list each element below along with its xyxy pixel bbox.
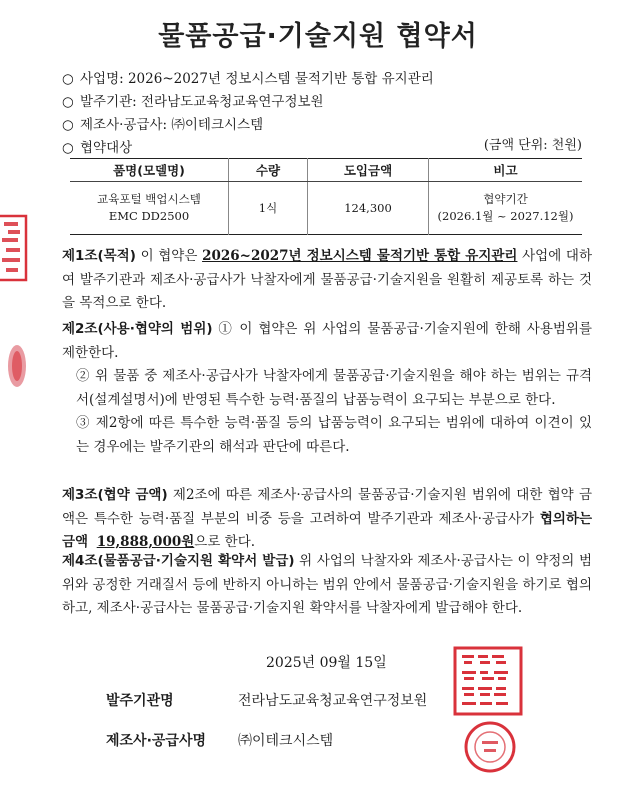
bullet-icon: ○ (62, 71, 74, 87)
col-header-amount: 도입금액 (308, 159, 429, 182)
party-supplier-label: 제조사·공급사명 (106, 733, 206, 749)
article-3-heading: 제3조(협약 금액) (62, 487, 168, 503)
bullet-icon: ○ (62, 117, 74, 133)
cell-note (429, 182, 583, 235)
document-title: 물품공급·기술지원 협약서 (158, 21, 478, 52)
project-name-underlined: 2026~2027년 정보시스템 물적기반 통합 유지관리 (202, 248, 518, 264)
col-header-note: 비고 (429, 159, 583, 182)
party-supplier (106, 730, 206, 750)
table-row (70, 182, 582, 235)
party-client-value: 전라남도교육청교육연구정보원 (238, 693, 428, 709)
cell-item-name (70, 182, 229, 235)
article-1-text: 이 협약은 (135, 248, 203, 264)
article-1-heading: 제1조(목적) (62, 248, 136, 264)
party-client (106, 690, 174, 710)
party-supplier-value: ㈜이테크시스템 (238, 733, 334, 749)
meta-project (62, 68, 434, 90)
bullet-icon: ○ (62, 94, 74, 110)
company-seal-icon (462, 719, 518, 775)
party-client-label: 발주기관명 (106, 693, 174, 709)
item-name-text: 교육포털 백업시스템 (97, 192, 201, 206)
meta-client-text: 발주기관: 전라남도교육청교육연구정보원 (80, 94, 324, 110)
article-4-text: 위 사업의 낙찰자와 제조사·공급사는 이 약정의 범위와 공정한 거래질서 등에 반하지 아니하는 범위 안에서 물품공급·기술지원을 하기로 협의하고, 제조사·공급사는 물품공급·기술지원 확약서를 낙찰자에게 발급해야 한다. (62, 553, 592, 616)
meta-target (62, 137, 132, 159)
official-seal-left-icon (0, 214, 30, 284)
article-3-text-cont: 으로 한다. (194, 534, 256, 550)
meta-client (62, 91, 324, 113)
period-text: (2026.1월 ~ 2027.12월) (437, 209, 574, 223)
table-header-row (70, 159, 582, 182)
cell-qty: 1식 (229, 182, 308, 235)
meta-project-text: 사업명: 2026~2027년 정보시스템 물적기반 통합 유지관리 (80, 71, 434, 87)
article-2-heading: 제2조(사용·협약의 범위) (62, 321, 213, 337)
signing-date: 2025년 09월 15일 (266, 655, 387, 671)
cell-amount: 124,300 (308, 182, 429, 235)
note-text: 협약기간 (483, 192, 528, 206)
article-2-para-3: ③ 제2항에 따른 특수한 능력·품질 등의 납품능력이 요구되는 범위에 대하여 이견이 있는 경우에는 발주기관의 해석과 판단에 따른다. (76, 415, 592, 455)
official-seal-icon (452, 645, 524, 717)
agreed-amount-value: 19,888,000원 (96, 534, 195, 550)
article-4-heading: 제4조(물품공급·기술지원 확약서 발급) (62, 553, 295, 569)
items-table (70, 158, 582, 235)
article-4 (62, 550, 592, 621)
article-2-para-1: ① 이 협약은 위 사업의 물품공급·기술지원에 한해 사용범위를 제한한다. (62, 321, 592, 361)
article-3 (62, 484, 592, 555)
meta-target-text: 협약대상 (80, 140, 133, 156)
meta-supplier-text: 제조사·공급사: ㈜이테크시스템 (80, 117, 264, 133)
article-2-para-2: ② 위 물품 중 제조사·공급사가 낙찰자에게 물품공급·기술지원을 해야 하는 범위는 규격서(설계설명서)에 반영된 특수한 능력·품질의 납품능력이 요구되는 부분으로 한다. (76, 368, 592, 408)
agreed-amount-label: 협의하는 금액 (62, 510, 592, 550)
meta-supplier (62, 114, 263, 136)
article-2 (62, 318, 592, 459)
col-header-qty: 수량 (229, 159, 308, 182)
unit-note: (금액 단위: 천원) (483, 138, 582, 153)
article-3-text: 제2조에 따른 제조사·공급사의 물품공급·기술지원 범위에 대한 협약 금액은 특수한 능력·품질 부분의 비중 등을 고려하여 발주기관과 제조사·공급사가 (62, 487, 592, 527)
seal-stamp-blot-icon (6, 342, 28, 390)
col-header-name: 품명(모델명) (70, 159, 229, 182)
article-1 (62, 245, 592, 316)
article-1-text-cont: 사업에 대하여 발주기관과 제조사·공급사가 낙찰자에게 물품공급·기술지원을 원활히 제공토록 하는 것을 목적으로 한다. (62, 248, 592, 311)
item-model-text: EMC DD2500 (108, 209, 190, 223)
bullet-icon: ○ (62, 140, 74, 156)
